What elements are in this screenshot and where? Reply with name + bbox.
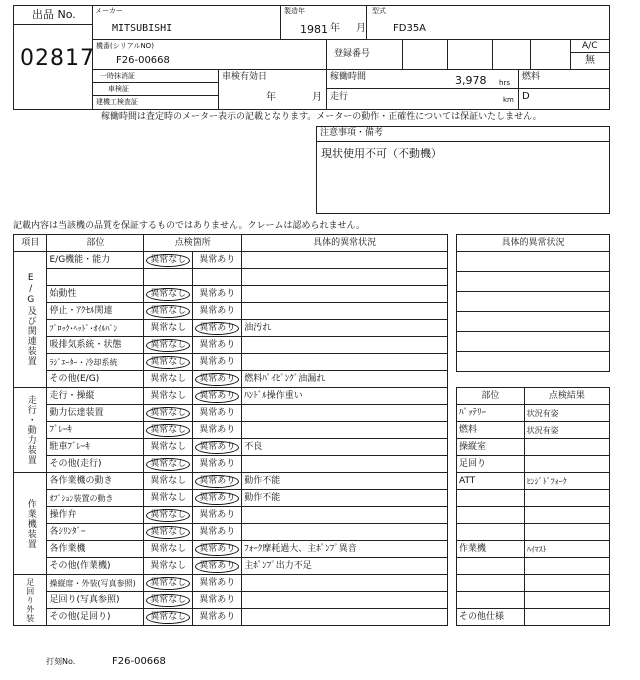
issue-cell [193,592,242,609]
distance-label: 走行 [330,92,349,102]
detail-cell: ﾊﾝﾄﾞﾙ操作重い [242,388,448,405]
inspection-table [13,234,448,626]
table-header-row [14,235,448,252]
result-value [524,507,609,524]
insp-month-unit: 月 [312,92,322,103]
no-issue-cell [144,575,193,592]
side-detail-cell [457,352,610,372]
part-cell: 操作弁 [47,507,144,524]
hours-label: 稼働時間 [330,72,367,82]
detail-cell [242,592,448,609]
result-part: 操縦室 [457,439,525,456]
result-value [524,609,609,626]
year-label: 製造年 [284,7,305,15]
result-value [524,558,609,575]
no-issue-cell [144,439,193,456]
ac-value: 無 [585,55,595,66]
result-value [524,575,609,592]
table-row [14,473,448,490]
result-part [457,575,525,592]
issue-option[interactable]: 異常あり [199,407,236,418]
issue-option[interactable]: 異常あり [199,305,236,316]
side-results-row [457,473,610,490]
no-issue-cell [144,473,193,490]
result-value [524,524,609,541]
result-part: ﾊﾞｯﾃﾘｰ [457,405,525,422]
side-detail-row [457,292,610,312]
insp-year-unit: 年 [266,92,276,103]
fuel-value: D [522,91,530,102]
no-issue-option[interactable]: 異常なし [146,305,190,318]
detail-cell [242,405,448,422]
issue-option[interactable]: 異常あり [199,458,236,469]
part-cell: 各作業機の動き [47,473,144,490]
inspection-label: 車検有効日 [222,72,268,82]
issue-cell [193,439,242,456]
no-issue-option[interactable]: 異常なし [146,458,190,471]
part-cell: その他(足回り) [47,609,144,626]
side-detail-header: 具体的異常状況 [457,235,610,252]
issue-cell [193,456,242,473]
no-issue-cell [144,524,193,541]
issue-cell [193,320,242,337]
maker-value: MITSUBISHI [112,23,173,34]
year-unit: 年 [330,23,340,34]
group-label [14,575,47,626]
no-issue-option[interactable]: 異常なし [146,339,190,352]
group-label [14,388,47,473]
table-row [14,524,448,541]
hours-value: 3,978 [455,74,487,87]
detail-cell [242,422,448,439]
issue-cell [193,575,242,592]
result-value: 状況有姿 [524,422,609,439]
part-cell: その他(E/G) [47,371,144,388]
issue-option[interactable]: 異常あり [195,373,239,386]
no-issue-option[interactable]: 異常なし [150,390,187,401]
table-row [14,592,448,609]
no-issue-cell [144,303,193,320]
hours-unit: hrs [499,79,510,87]
no-issue-cell [144,252,193,269]
result-part: 燃料 [457,422,525,439]
result-value [524,592,609,609]
notes-title: 注意事項・備考 [320,128,384,138]
result-part [457,490,525,507]
no-issue-option[interactable]: 異常なし [150,492,187,503]
issue-cell [193,473,242,490]
issue-option[interactable]: 異常あり [195,475,239,488]
issue-cell [193,524,242,541]
issue-cell [193,354,242,371]
detail-cell [242,337,448,354]
side-results-row [457,456,610,473]
group-label-text: 足回り外装 [25,577,35,623]
side-detail-row [457,272,610,292]
side-results-row [457,405,610,422]
part-cell: 始動性 [47,286,144,303]
part-cell: ﾌﾞﾛｯｸ･ﾍｯﾄﾞ･ｵｲﾙﾊﾟﾝ [47,320,144,337]
detail-cell [242,269,448,286]
side-results-header: 点検結果 [524,388,609,405]
month-unit: 月 [356,23,366,34]
no-issue-option[interactable]: 異常なし [146,594,190,607]
no-issue-option[interactable]: 異常なし [150,373,187,384]
detail-cell: 燃料ﾊﾟｲﾋﾟﾝｸﾞ油漏れ [242,371,448,388]
side-results-row [457,558,610,575]
issue-option[interactable]: 異常あり [199,611,236,622]
table-row [14,439,448,456]
temp-cancel-label: 一時抹消証 [100,72,135,80]
no-issue-cell [144,456,193,473]
table-row [14,354,448,371]
side-results-row [457,592,610,609]
issue-option[interactable]: 異常あり [199,339,236,350]
issue-cell [193,337,242,354]
result-part: その他仕様 [457,609,525,626]
result-part: ATT [457,473,525,490]
column-header: 具体的異常状況 [242,235,448,252]
table-row [14,388,448,405]
issue-option[interactable]: 異常あり [199,288,236,299]
side-results-row [457,422,610,439]
side-detail-table [456,234,610,372]
side-results-row [457,541,610,558]
no-issue-option[interactable]: 異常なし [150,441,187,452]
result-value: 状況有姿 [524,405,609,422]
issue-cell [193,269,242,286]
table-row [14,490,448,507]
side-results-table [456,387,610,626]
no-issue-cell [144,490,193,507]
part-cell: 吸排気系統・状態 [47,337,144,354]
issue-option[interactable]: 異常あり [199,424,236,435]
ac-label: A/C [582,41,598,51]
year-value: 1981 [300,23,328,36]
detail-cell: 主ﾎﾟﾝﾌﾟ出力不足 [242,558,448,575]
serial-label: 機番(シリアルNO) [96,42,154,50]
notes-box [316,126,610,214]
issue-option[interactable]: 異常あり [199,356,236,367]
table-row [14,337,448,354]
result-value: ﾋﾝｼﾞﾄﾞﾌｫｰｸ [524,473,609,490]
detail-cell: ﾌｫｰｸ摩耗過大、主ﾎﾟﾝﾌﾟ異音 [242,541,448,558]
table-row [14,252,448,269]
no-issue-option[interactable]: 異常なし [146,577,190,590]
model-value: FD35A [393,23,427,34]
issue-option[interactable]: 異常あり [195,560,239,573]
result-part [457,558,525,575]
part-cell: 足回り(写真参照) [47,592,144,609]
serial-value: F26-00668 [116,55,170,66]
group-label [14,252,47,388]
group-label [14,473,47,575]
no-issue-cell [144,592,193,609]
hours-notice: 稼働時間は査定時のメーター表示の記載となります。メーターの動作・正確性については保証いたしません。 [101,112,542,122]
no-issue-option[interactable]: 異常なし [150,475,187,486]
part-cell: ｵﾌﾟｼｮﾝ装置の動き [47,490,144,507]
part-cell: 動力伝達装置 [47,405,144,422]
side-results-row [457,575,610,592]
table-row [14,541,448,558]
stamp-value: F26-00668 [112,656,166,667]
no-issue-option[interactable]: 異常なし [146,611,190,624]
maker-label: メーカー [95,7,123,15]
disclaimer: 記載内容は当該機の品質を保証するものではありません。クレームは認められません。 [13,221,366,231]
issue-option[interactable]: 異常あり [199,254,236,265]
no-issue-cell [144,286,193,303]
side-detail-cell [457,332,610,352]
part-cell: E/G機能・能力 [47,252,144,269]
model-label: 型式 [372,7,386,15]
table-row [14,269,448,286]
issue-cell [193,405,242,422]
no-issue-option[interactable]: 異常なし [146,407,190,420]
table-row [14,320,448,337]
table-row [14,303,448,320]
vehicle-cert-label: 車検証 [108,85,129,93]
no-issue-option[interactable]: 異常なし [150,322,187,333]
side-results-row [457,609,610,626]
side-detail-row [457,352,610,372]
part-cell [47,269,144,286]
issue-cell [193,558,242,575]
side-results-row [457,439,610,456]
detail-cell [242,456,448,473]
detail-cell [242,524,448,541]
table-row [14,405,448,422]
issue-cell [193,541,242,558]
issue-option[interactable]: 異常あり [199,594,236,605]
detail-cell [242,354,448,371]
side-detail-cell [457,252,610,272]
no-issue-cell [144,507,193,524]
issue-option[interactable]: 異常あり [199,526,236,537]
issue-option[interactable]: 異常あり [199,509,236,520]
part-cell: ﾌﾞﾚｰｷ [47,422,144,439]
result-part: 作業機 [457,541,525,558]
part-cell: 走行・操縦 [47,388,144,405]
side-results-row [457,490,610,507]
part-cell: その他(作業機) [47,558,144,575]
issue-option[interactable]: 異常あり [195,492,239,505]
no-issue-option[interactable]: 異常なし [150,543,187,554]
part-cell: 停止・ｱｸｾﾙ関連 [47,303,144,320]
detail-cell [242,575,448,592]
issue-cell [193,286,242,303]
part-cell: その他(走行) [47,456,144,473]
result-part: 足回り [457,456,525,473]
issue-option[interactable]: 異常あり [199,577,236,588]
table-row [14,286,448,303]
part-cell: 操縦席・外装(写真参照) [47,575,144,592]
result-value [524,456,609,473]
issue-option[interactable]: 異常あり [195,390,239,403]
part-cell: 駐車ﾌﾞﾚｰｷ [47,439,144,456]
no-issue-option[interactable]: 異常なし [146,288,190,301]
part-cell: 各ｼﾘﾝﾀﾞｰ [47,524,144,541]
detail-cell: 油汚れ [242,320,448,337]
no-issue-cell [144,388,193,405]
group-label-text: E/G及び関連装置 [25,273,36,366]
issue-cell [193,303,242,320]
no-issue-cell [144,337,193,354]
side-results-header: 部位 [457,388,525,405]
side-detail-cell [457,292,610,312]
column-header: 項目 [14,235,47,252]
part-cell: ﾗｼﾞｴｰﾀｰ・冷却系統 [47,354,144,371]
no-issue-cell [144,558,193,575]
detail-cell [242,303,448,320]
no-issue-cell [144,354,193,371]
table-row [14,609,448,626]
table-row [14,575,448,592]
side-detail-row [457,332,610,352]
no-issue-cell [144,405,193,422]
side-detail-cell [457,272,610,292]
table-row [14,371,448,388]
result-value: ﾊｲﾏｽﾄ [524,541,609,558]
result-value [524,490,609,507]
column-header: 点検箇所 [144,235,242,252]
no-issue-cell [144,422,193,439]
issue-cell [193,371,242,388]
distance-unit: km [503,96,514,104]
issue-option[interactable]: 異常あり [195,322,239,335]
no-issue-option[interactable]: 異常なし [146,526,190,539]
issue-option[interactable]: 異常あり [195,441,239,454]
table-row [14,558,448,575]
column-header: 部位 [47,235,144,252]
detail-cell: 動作不能 [242,473,448,490]
reg-label: 登録番号 [334,49,371,59]
notes-text: 現状使用不可（不動機） [321,147,442,160]
table-row [14,507,448,524]
side-detail-row [457,312,610,332]
side-results-row [457,524,610,541]
detail-cell [242,252,448,269]
detail-cell: 動作不能 [242,490,448,507]
side-results-row [457,507,610,524]
no-issue-cell [144,269,193,286]
detail-cell [242,507,448,524]
issue-cell [193,388,242,405]
issue-cell [193,252,242,269]
no-issue-option[interactable]: 異常なし [146,509,190,522]
no-issue-cell [144,320,193,337]
side-detail-row [457,252,610,272]
result-part [457,524,525,541]
no-issue-option[interactable]: 異常なし [146,424,190,437]
side-detail-cell [457,312,610,332]
issue-cell [193,490,242,507]
no-issue-cell [144,371,193,388]
no-issue-option[interactable]: 異常なし [150,560,187,571]
lot-number: 02817 [20,46,95,71]
result-part [457,507,525,524]
issue-option[interactable]: 異常あり [195,543,239,556]
stamp-label: 打刻No. [46,657,76,666]
no-issue-option[interactable]: 異常なし [146,356,190,369]
group-label-text: 作業機装置 [25,498,36,549]
no-issue-option[interactable]: 異常なし [146,254,190,267]
result-part [457,592,525,609]
part-cell: 各作業機 [47,541,144,558]
side-results-header-row [457,388,610,405]
construction-cert-label: 建機工検査証 [96,98,138,106]
table-row [14,422,448,439]
issue-cell [193,609,242,626]
side-detail-header-row [457,235,610,252]
table-row [14,456,448,473]
detail-cell [242,286,448,303]
detail-cell: 不良 [242,439,448,456]
issue-cell [193,422,242,439]
lot-label: 出品 No. [32,8,76,21]
issue-cell [193,507,242,524]
group-label-text: 走行・動力装置 [25,395,36,465]
fuel-label: 燃料 [522,72,541,82]
detail-cell [242,609,448,626]
result-value [524,439,609,456]
no-issue-cell [144,609,193,626]
no-issue-cell [144,541,193,558]
